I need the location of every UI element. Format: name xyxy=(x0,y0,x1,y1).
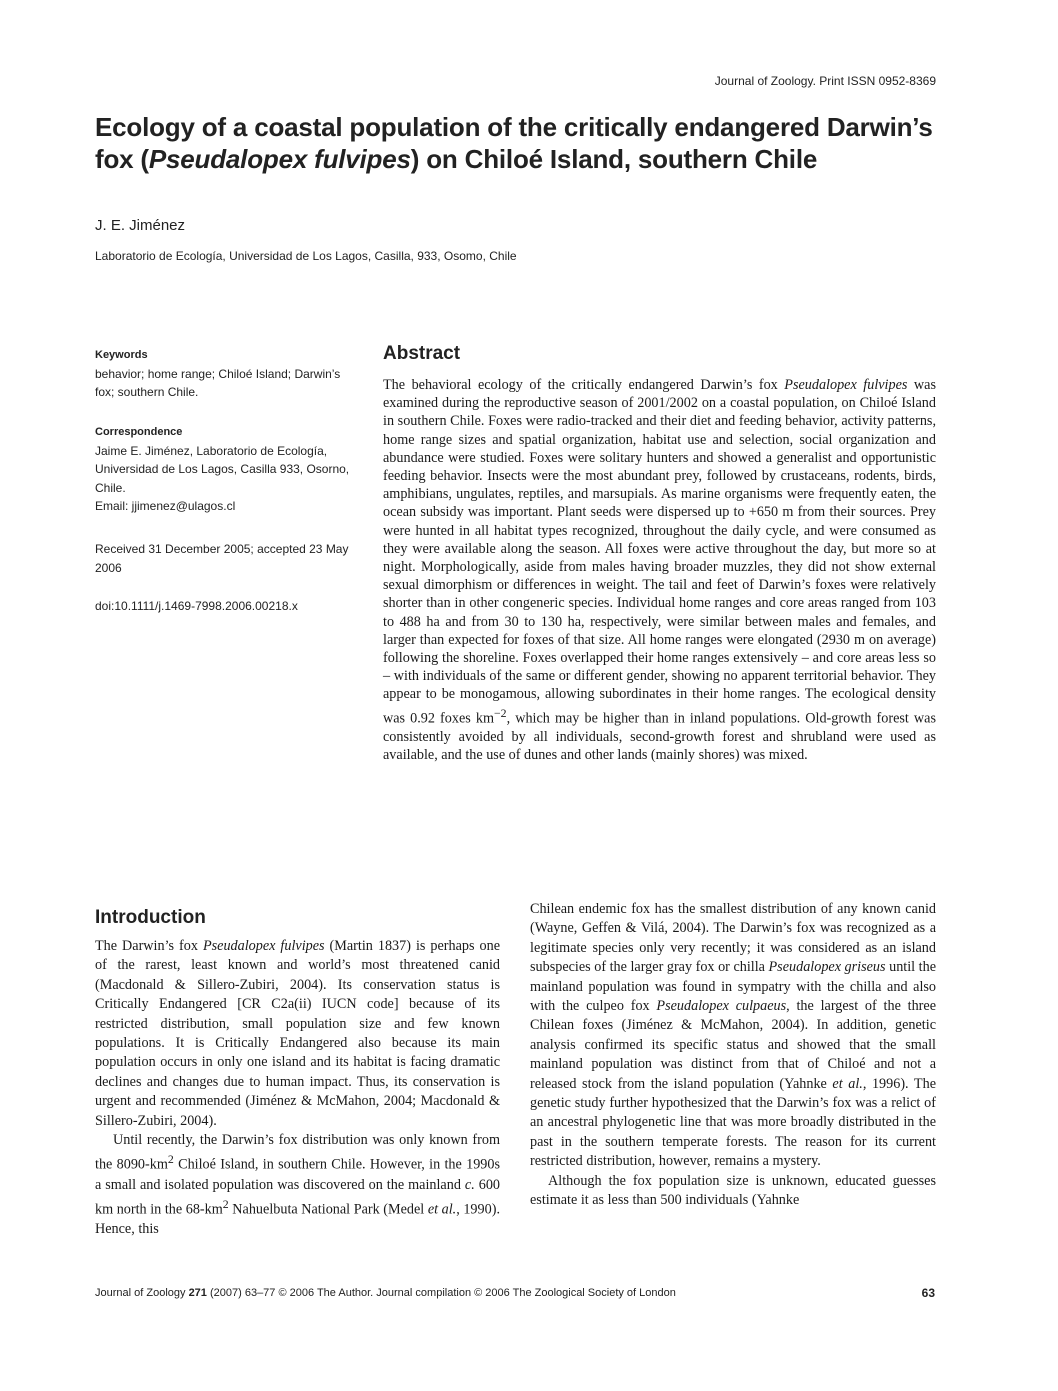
intro-circa: c. xyxy=(464,1176,475,1193)
abstract-text-1: The behavioral ecology of the critically endangered Darwin’s fox xyxy=(383,377,785,393)
intro-etal: et al. xyxy=(427,1201,457,1218)
intro-text: , 1996). The genetic study further hypothesized that the Darwin’s fox was a relict of an ancestral phylogenetic line that was more broadly distributed in the past in the southern temperate forests. The reason for its current restricted distribution, however, remains a mystery. xyxy=(530,1075,936,1170)
footer-volume: 271 xyxy=(188,1287,207,1299)
page-number: 63 xyxy=(921,1286,935,1300)
intro-species: Pseudalopex griseus xyxy=(768,959,886,976)
intro-text: , 1990). Hence, this xyxy=(95,1201,500,1238)
correspondence-block xyxy=(95,423,357,516)
intro-paragraph-4: Although the fox population size is unknown, educated guesses estimate it as less than 500 individuals (Yahnke xyxy=(530,1172,936,1209)
abstract-text xyxy=(383,376,936,764)
author: J. E. Jiménez xyxy=(95,217,186,234)
intro-text: Until recently, the Darwin’s fox distribution was only known from the 8090-km xyxy=(95,1132,500,1174)
footer-citation xyxy=(95,1287,676,1299)
intro-text: until the mainland population was found in sympatry with the chilla and also with the culpeo fox xyxy=(530,959,936,1015)
journal-header: Journal of Zoology. Print ISSN 0952-8369 xyxy=(714,74,936,88)
intro-superscript: 2 xyxy=(167,1152,174,1167)
abstract-superscript: −2 xyxy=(494,705,507,720)
intro-etal: et al. xyxy=(832,1075,863,1092)
intro-text: (Martin 1837) is perhaps one of the rarest, least known and world’s most threatened canid (Macdonald & Sillero-Zubiri, 2004). Its conservation status is Critically Endangered [CR C2a(ii) IUCN code] because of its restricted distribution, small population size and few known populations. It is Critically Endangered also because its main population occurs in only one island and its habitat is facing dramatic declines and changes due to human impact. Thus, its conservation is urgent and recommended (Jiménez & McMahon, 2004; Macdonald & Sillero-Zubiri, 2004). xyxy=(95,938,500,1129)
intro-text: Chilean endemic fox has the smallest distribution of any known canid (Wayne, Geffen & Vilá, 2004). The Darwin’s fox was recognized as a legitimate species only very recently; it was considered as an island subspecies of the larger gray fox or chilla xyxy=(530,901,936,976)
intro-species: Pseudalopex fulvipes xyxy=(202,938,325,954)
keywords-heading: Keywords xyxy=(95,349,148,361)
abstract-species: Pseudalopex fulvipes xyxy=(784,377,908,393)
intro-text: , the largest of the three Chilean foxes (Jiménez & McMahon, 2004). In addition, genetic analysis confirmed its specific status and showed that the small mainland population was distinct from that of Chiloé and not a released stock from the island population (Yahnke xyxy=(530,998,936,1092)
footer-copyright: (2007) 63–77 © 2006 The Author. Journal compilation © 2006 The Zoological Society of London xyxy=(206,1287,676,1299)
abstract-text-3: , which may be higher than in inland populations. Old-growth forest was consistently avoided by all individuals, second-growth forest and shrubland were used as available, and the use of dunes and other lands (mainly shores) was mixed. xyxy=(383,710,936,763)
intro-text: The Darwin’s fox xyxy=(95,938,203,954)
introduction-heading: Introduction xyxy=(95,907,206,928)
correspondence-text: Jaime E. Jiménez, Laboratorio de Ecología, Universidad de Los Lagos, Casilla 933, Osorno, Chile. xyxy=(95,443,350,495)
intro-superscript: 2 xyxy=(222,1197,229,1212)
introduction-column-right xyxy=(530,900,936,1211)
affiliation: Laboratorio de Ecología, Universidad de Los Lagos, Casilla, 933, Osomo, Chile xyxy=(95,249,517,263)
intro-text: Nahuelbuta National Park (Medel xyxy=(228,1201,428,1218)
title-text-end: ) on Chiloé Island, southern Chile xyxy=(410,144,818,174)
abstract-heading: Abstract xyxy=(383,343,461,364)
intro-text: Chiloé Island, in southern Chile. However, in the 1990s a small and isolated population was discovered on the mainland xyxy=(95,1157,500,1193)
title-text: Ecology of a coastal population of the critically endangered Darwin’s fox ( xyxy=(95,112,933,174)
article-title xyxy=(95,111,965,175)
keywords-text: behavior; home range; Chiloé Island; Darwin’s fox; southern Chile. xyxy=(95,366,341,399)
abstract-text-2: was examined during the reproductive season of 2001/2002 on a coastal population, on Chiloé Island in southern Chile. Foxes were radio-tracked and their diet and feeding behavior, activity patterns, home range sizes and spatial organization, habitat use and selection, social organization and abundance were studied. Foxes were solitary hunters and showed a generalist and opportunistic feeding behavior. Insects were the most abundant prey, followed by crustaceans, rodents, birds, amphibians, ungulates, reptiles, and marsupials. As marine organisms were frequently eaten, the ocean subsidy was important. Plant seeds were dispersed up to +650 m from their sources. Prey were hunted in all habitat types recognized, throughout the daily cycle, and were consumed as they were available along the season. All foxes were active throughout the day, but more so at night. Morphologically, aside from males having broader muzzles, they did not show external sexual dimorphism or differences in weight. The tail and feet of Darwin’s foxes were relatively shorter than in other congeneric species. Individual home ranges and core areas ranged from 103 to 488 ha and from 30 to 130 ha, respectively, were similar between males and females, and larger than expected for foxes of that size. All home ranges were elongated (2930 m on average) following the shoreline. Foxes overlapped their home ranges extensively – and core areas less so – with individuals of the same or different gender, showing no apparent territorial behavior. They appear to be monogamous, allowing subordinates in their home ranges. The ecological density was 0.92 foxes km xyxy=(383,377,936,727)
intro-paragraph-2 xyxy=(95,1131,500,1240)
keywords-block xyxy=(95,346,357,402)
doi-link[interactable]: doi:10.1111/j.1469-7998.2006.00218.x xyxy=(95,599,298,613)
title-species: Pseudalopex fulvipes xyxy=(148,144,411,174)
introduction-column-left xyxy=(95,937,500,1240)
correspondence-heading: Correspondence xyxy=(95,426,183,438)
email-link[interactable]: Email: jjimenez@ulagos.cl xyxy=(95,499,236,513)
intro-paragraph-1 xyxy=(95,937,500,1131)
intro-text: 600 km north in the 68-km xyxy=(95,1176,501,1218)
intro-paragraph-3 xyxy=(530,900,936,1172)
intro-species: Pseudalopex culpaeus xyxy=(656,998,787,1015)
received-dates: Received 31 December 2005; accepted 23 May 2006 xyxy=(95,542,349,575)
footer-journal: Journal of Zoology xyxy=(95,1287,189,1299)
